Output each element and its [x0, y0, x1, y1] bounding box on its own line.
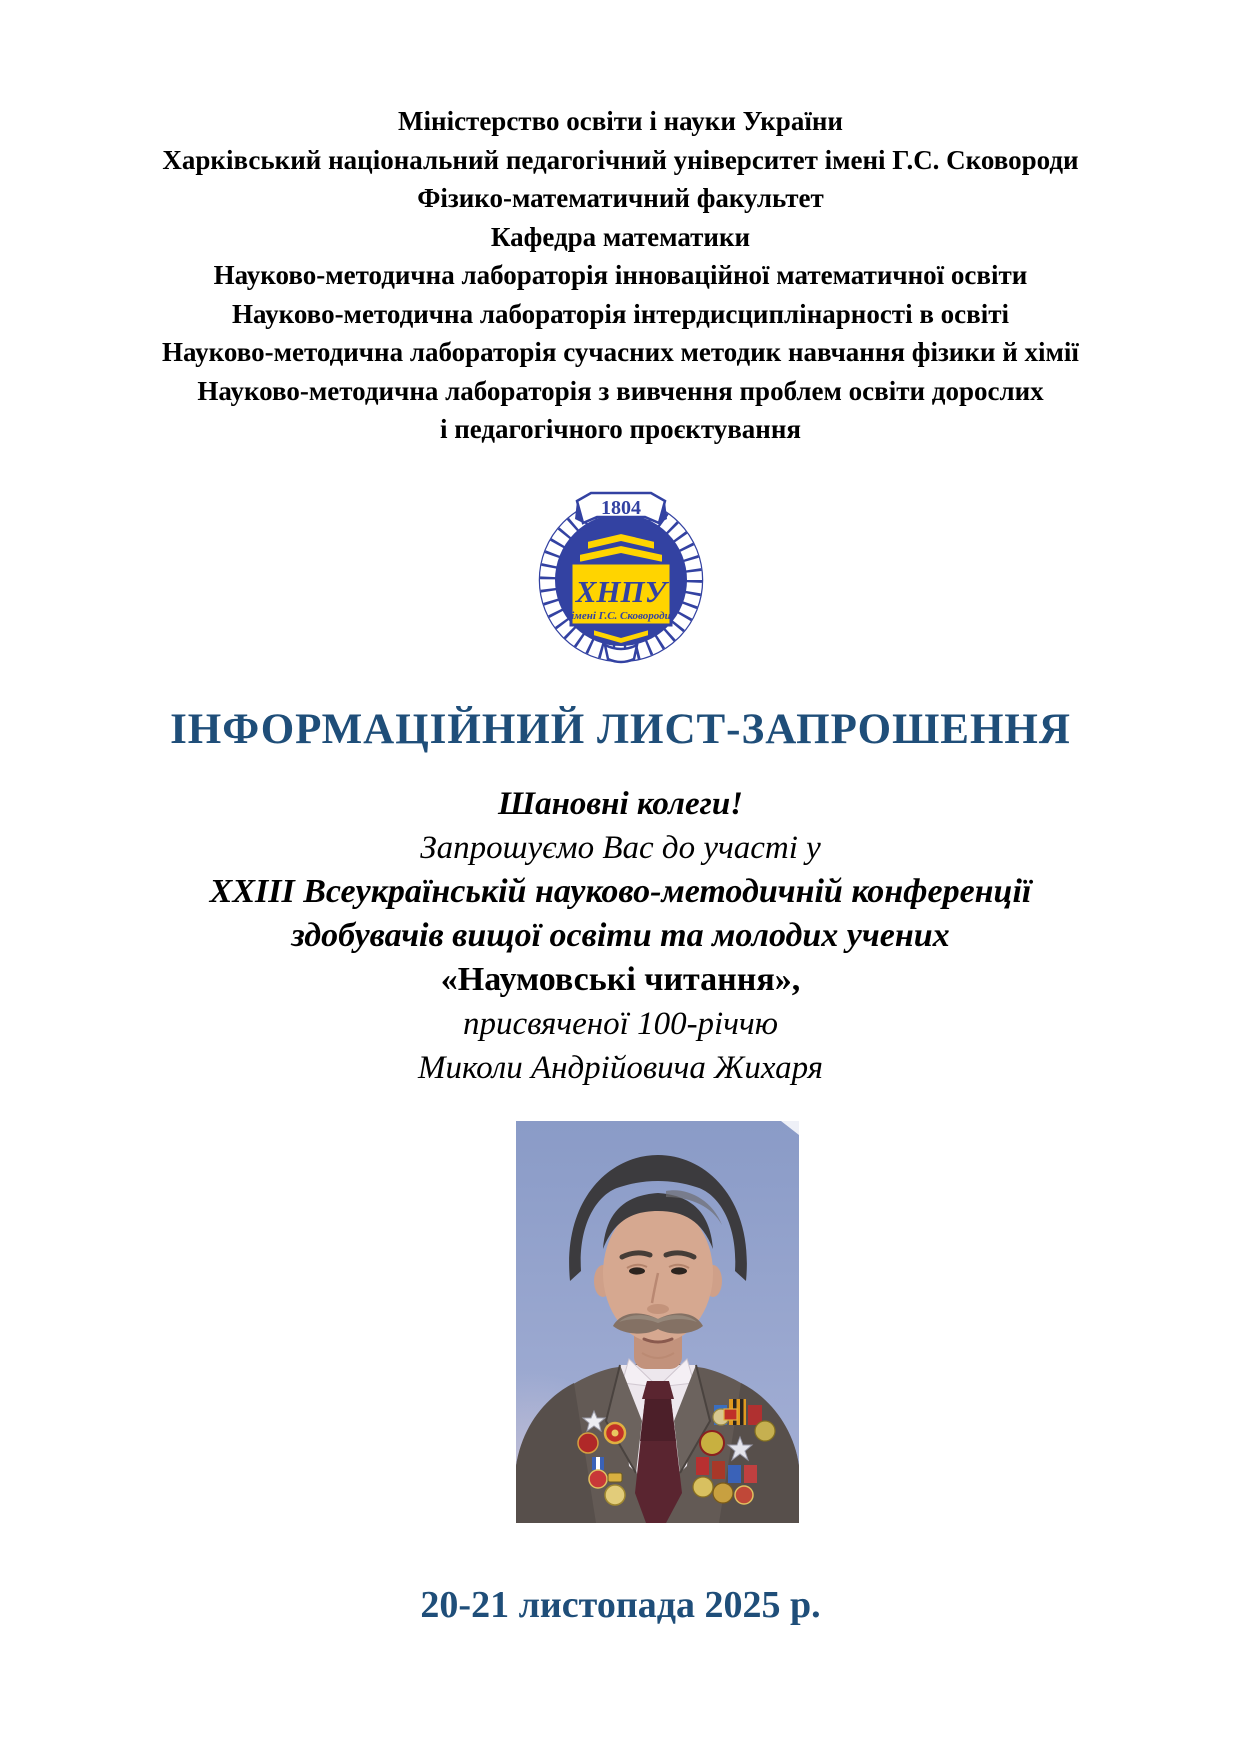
header-line-lab-4b: і педагогічного проєктування	[439, 414, 802, 444]
invite-line: Запрошуємо Вас до участі у	[420, 829, 821, 866]
header-line-lab-1: Науково-методична лабораторія інноваційної математичної освіти	[213, 260, 1028, 290]
year-banner	[575, 493, 667, 523]
greeting-line: Шановні колеги!	[497, 785, 744, 822]
conference-name: «Наумовські читання»,	[440, 960, 801, 998]
dedication-line-2: Миколи Андрійовича Жихаря	[417, 1049, 824, 1086]
emblem-year: 1804	[600, 496, 641, 519]
dedication-line-1: присвяченої 100-річчю	[463, 1005, 778, 1042]
portrait-photo	[516, 1121, 799, 1523]
header-line-lab-3: Науково-методична лабораторія сучасних методик навчання фізики й хімії	[162, 337, 1079, 367]
portrait-photo-image	[516, 1121, 799, 1523]
invitation-block	[0, 782, 1241, 1090]
emblem-subtitle: імені Г.С. Сковороди	[570, 609, 671, 622]
university-emblem	[0, 485, 1241, 665]
conference-line-1: XXIII Всеукраїнській науково-методичній конференції	[209, 872, 1032, 910]
header-line-lab-2: Науково-методична лабораторія інтердисциплінарності в освіті	[232, 298, 1009, 329]
university-header	[0, 0, 1241, 449]
header-line-department: Кафедра математики	[490, 221, 751, 252]
header-line-faculty: Фізико-математичний факультет	[417, 183, 824, 213]
header-line-university: Харківський національний педагогічний університет імені Г.С. Сковороди	[162, 144, 1079, 175]
conference-date: 20-21 листопада 2025 р.	[420, 1584, 821, 1626]
page-title: ІНФОРМАЦІЙНИЙ ЛИСТ-ЗАПРОШЕННЯ	[170, 705, 1071, 753]
header-line-ministry: Міністерство освіти і науки України	[398, 106, 843, 136]
emblem-abbr: ХНПУ	[575, 573, 666, 609]
conference-line-2: здобувачів вищої освіти та молодих учених	[291, 916, 950, 954]
header-line-lab-4: Науково-методична лабораторія з вивчення проблем освіти дорослих	[197, 375, 1044, 406]
khnpu-emblem-icon	[531, 485, 711, 665]
